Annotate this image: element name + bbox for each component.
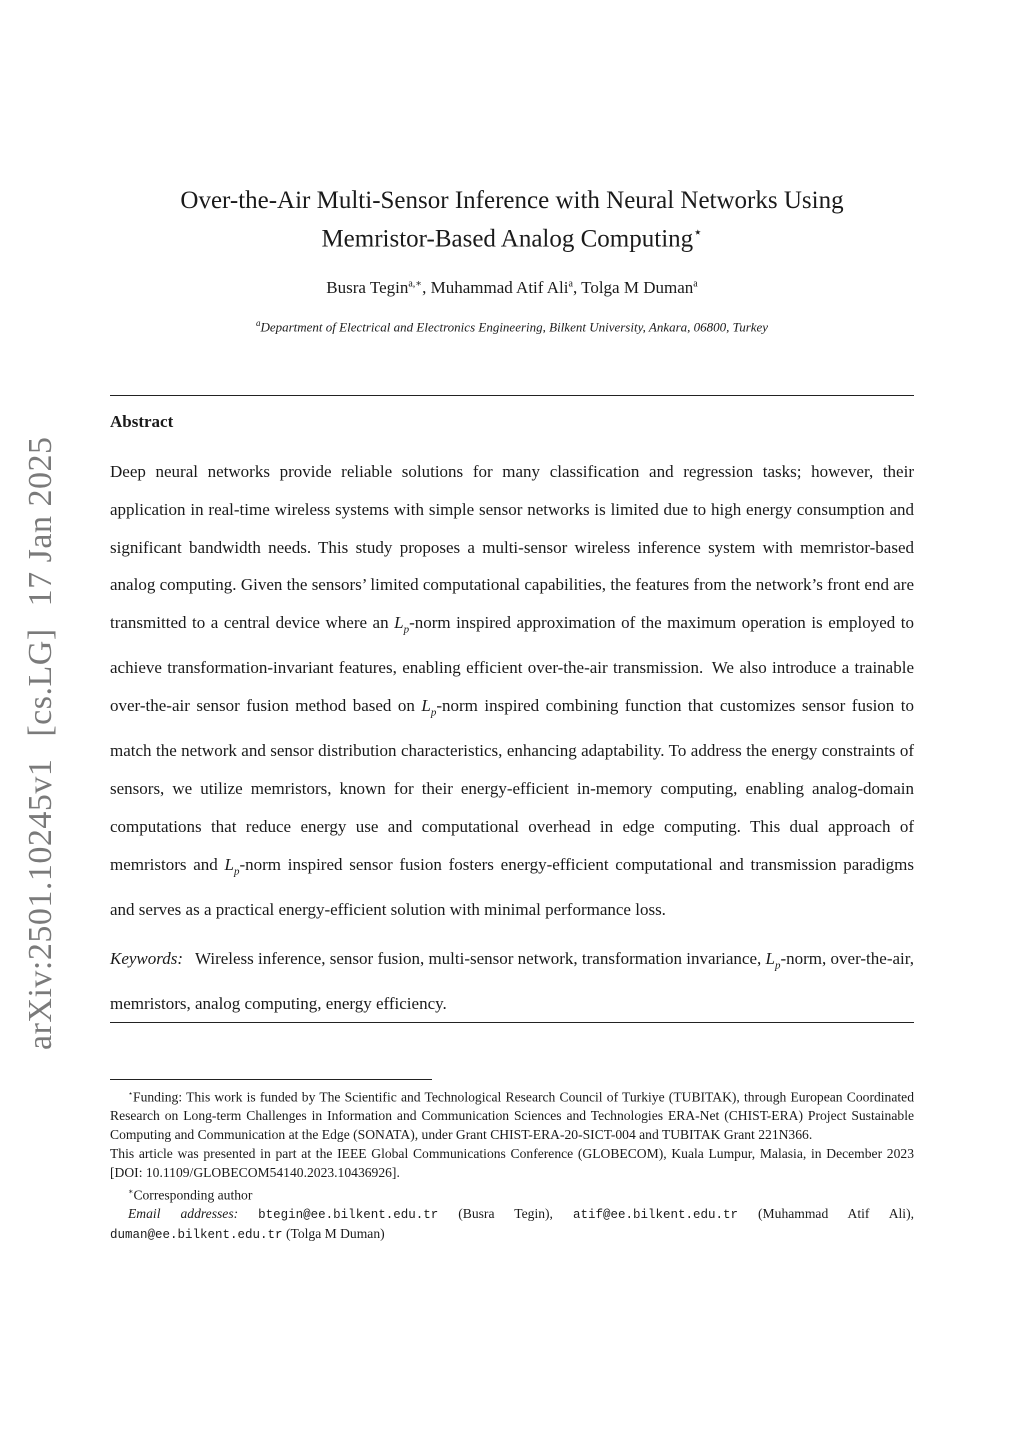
abstract-heading: Abstract (110, 412, 174, 431)
arxiv-stamp (22, 437, 60, 1050)
affiliation-sup: a (255, 318, 261, 328)
abstract-part-4: -norm inspired sensor fusion fosters energy-efficient computational and transmission paradigms and serves as a practical energy-efficient solution with minimal performance loss. (110, 854, 915, 919)
lp-symbol: $L_p$ (224, 854, 240, 878)
email-link[interactable]: duman@ee.bilkent.edu.tr (110, 1227, 283, 1242)
keywords-after: -norm, over-the-air, memristors, analog computing, energy efficiency. (110, 949, 914, 1014)
funding-mark: ⋆ (128, 1089, 134, 1098)
footnote-rule (110, 1079, 432, 1080)
corresponding-footnote (110, 1183, 914, 1205)
paper-title (110, 184, 914, 255)
lp-symbol: $L_p$ (394, 613, 410, 636)
top-rule (110, 395, 914, 396)
author-list: Busra Tegin$^{a,∗}$, Muhammad Atif Ali$^a$, Tolga M Duman$^a$ (326, 278, 698, 297)
author-sup: a (568, 278, 573, 290)
keywords-label: Keywords: (110, 949, 184, 968)
abstract-part-3: -norm inspired combining function that customizes sensor fusion to match the network and sensor distribution characteristics, enhancing adaptability. To address the energy constraints of sensors, we utilize memristors, known for their energy-efficient in-memory computing, enabling analog-domain computations that reduce energy use and computational overhead in edge computing. This dual approach of memristors and (110, 696, 915, 874)
title-line-2-text: Memristor-Based Analog Computing (321, 225, 694, 253)
presented-footnote: This article was presented in part at the IEEE Global Communications Conference (GLOBECOM), Kuala Lumpur, Malasia, in December 2023 [DOI: 10.1109/GLOBECOM54140.2023.10436926]. (110, 1145, 914, 1180)
funding-footnote (110, 1085, 914, 1145)
lp-symbol: $L_p$ (421, 696, 437, 719)
author-name: Busra Tegin (326, 278, 409, 297)
title-line-1: Over-the-Air Multi-Sensor Inference with Neural Networks Using (180, 187, 844, 214)
corresponding-text: Corresponding author (133, 1187, 253, 1203)
email-owner: (Busra Tegin), (458, 1205, 553, 1221)
email-footnote (110, 1205, 914, 1245)
arxiv-id: arXiv:2501.10245v1 (22, 758, 59, 1050)
author-name: Muhammad Atif Ali (430, 278, 569, 297)
footnotes (110, 1085, 914, 1244)
affiliation-text: Department of Electrical and Electronics Engineering, Bilkent University, Ankara, 06800, Turkey (260, 319, 769, 335)
author-sup: a,∗ (408, 278, 423, 290)
author-sup: a (693, 278, 698, 290)
keywords-before: Wireless inference, sensor fusion, multi-sensor network, transformation invariance, (194, 949, 762, 968)
affiliation (110, 318, 914, 335)
keywords (110, 940, 914, 1023)
arxiv-category: [cs.LG] (22, 628, 59, 737)
email-label: Email addresses: (128, 1205, 239, 1221)
email-link[interactable]: atif@ee.bilkent.edu.tr (572, 1207, 738, 1222)
author-name: Tolga M Duman (581, 278, 694, 297)
lp-symbol: $L_p$ (765, 949, 781, 972)
abstract-body (110, 453, 914, 929)
funding-text: Funding: This work is funded by The Scientific and Technological Research Council of Turkiye (TUBITAK), through European Coordinated Research on Long-term Challenges in Information and Communication Sciences and Technologies ERA-Net (CHIST-ERA) Project Sustainable Computing and Communication at the Edge (SONATA), under Grant CHIST-ERA-20-SICT-004 and TUBITAK Grant 221N366. (110, 1089, 914, 1143)
arxiv-date: 17 Jan 2025 (22, 436, 59, 607)
email-owner: (Muhammad Atif Ali), (758, 1205, 914, 1221)
email-owner: (Tolga M Duman) (285, 1225, 385, 1241)
corresponding-mark: ∗ (128, 1186, 134, 1196)
title-star-mark: ⋆ (693, 225, 703, 241)
email-link[interactable]: btegin@ee.bilkent.edu.tr (258, 1207, 439, 1222)
bottom-rule (110, 1022, 914, 1023)
title-line-2 (110, 217, 914, 255)
abstract-part-2: -norm inspired approximation of the maximum operation is employed to achieve transformation-invariant features, enabling efficient over-the-air transmission. We also introduce a trainable over-the-air sensor fusion method based on (110, 613, 914, 716)
abstract-part-1: Deep neural networks provide reliable solutions for many classification and regression tasks; however, their application in real-time wireless systems with simple sensor networks is limited due to high energy consumption and significant bandwidth needs. This study proposes a multi-sensor wireless inference system with memristor-based analog computing. Given the sensors’ limited computational capabilities, the features from the network’s front end are transmitted to a central device where an (110, 462, 914, 633)
